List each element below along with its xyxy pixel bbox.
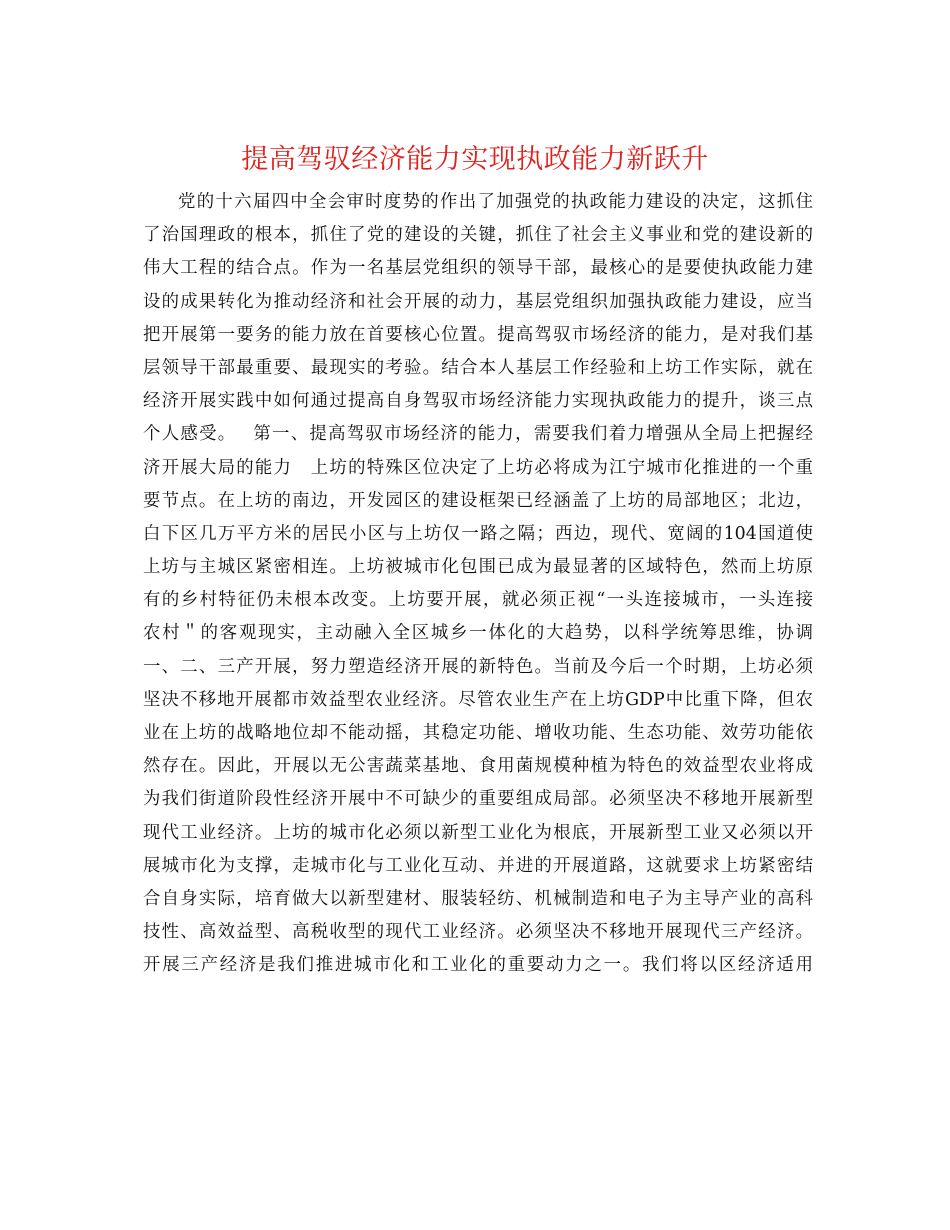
body-line: 为我们街道阶段性经济开展中不可缺少的重要组成局部。必须坚决不移地开展新型 [143, 789, 813, 810]
document-title: 提高驾驭经济能力实现执政能力新跃升 [241, 144, 709, 175]
body-line: 上坊与主城区紧密相连。上坊被城市化包围已成为最显著的区域特色，然而上坊原 [143, 557, 813, 578]
body-line: 了治国理政的根本，抓住了党的建设的关键，抓住了社会主义事业和党的建设新的 [143, 225, 813, 246]
body-line: 个人感受。 第一、提高驾驭市场经济的能力，需要我们着力增强从全局上把握经 [143, 424, 813, 445]
body-line: 党的十六届四中全会审时度势的作出了加强党的执政能力建设的决定，这抓住 [178, 192, 813, 212]
body-line: 济开展大局的能力 上坊的特殊区位决定了上坊必将成为江宁城市化推进的一个重 [143, 457, 813, 478]
body-line: 要节点。在上坊的南边，开发园区的建设框架已经涵盖了上坊的局部地区；北边， [143, 490, 813, 511]
body-line: 经济开展实践中如何通过提高自身驾驭市场经济能力实现执政能力的提升，谈三点 [143, 391, 813, 412]
body-line: 层领导干部最重要、最现实的考验。结合本人基层工作经验和上坊工作实际，就在 [143, 357, 813, 378]
body-line: 然存在。因此，开展以无公害蔬菜基地、食用菌规模种植为特色的效益型农业将成 [143, 756, 813, 777]
body-line: 伟大工程的结合点。作为一名基层党组织的领导干部，最核心的是要使执政能力建 [143, 258, 813, 279]
body-line: 展城市化为支撑，走城市化与工业化互动、并进的开展道路，这就要求上坊紧密结 [143, 855, 813, 876]
body-line: 白下区几万平方米的居民小区与上坊仅一路之隔；西边，现代、宽阔的104国道使 [143, 523, 813, 544]
body-line: 农村＂的客观现实，主动融入全区城乡一体化的大趋势，以科学统筹思维，协调 [143, 623, 813, 644]
body-line: 有的乡村特征仍未根本改变。上坊要开展，就必须正视“一头连接城市，一头连接 [143, 590, 813, 611]
body-line: 业在上坊的战略地位却不能动摇，其稳定功能、增收功能、生态功能、效劳功能依 [143, 723, 813, 743]
body-line: 把开展第一要务的能力放在首要核心位置。提高驾驭市场经济的能力，是对我们基 [143, 324, 813, 345]
body-line: 坚决不移地开展都市效益型农业经济。尽管农业生产在上坊GDP中比重下降，但农 [143, 689, 813, 710]
document-body [143, 186, 813, 983]
body-line: 现代工业经济。上坊的城市化必须以新型工业化为根底，开展新型工业又必须以开 [143, 822, 813, 843]
body-line: 一、二、三产开展，努力塑造经济开展的新特色。当前及今后一个时期，上坊必须 [143, 656, 813, 677]
body-line: 开展三产经济是我们推进城市化和工业化的重要动力之一。我们将以区经济适用 [143, 955, 813, 976]
body-line: 技性、高效益型、高税收型的现代工业经济。必须坚决不移地开展现代三产经济。 [143, 922, 813, 943]
body-line: 合自身实际，培育做大以新型建材、服装轻纺、机械制造和电子为主导产业的高科 [143, 888, 813, 909]
body-line: 设的成果转化为推动经济和社会开展的动力，基层党组织加强执政能力建设，应当 [143, 291, 813, 312]
